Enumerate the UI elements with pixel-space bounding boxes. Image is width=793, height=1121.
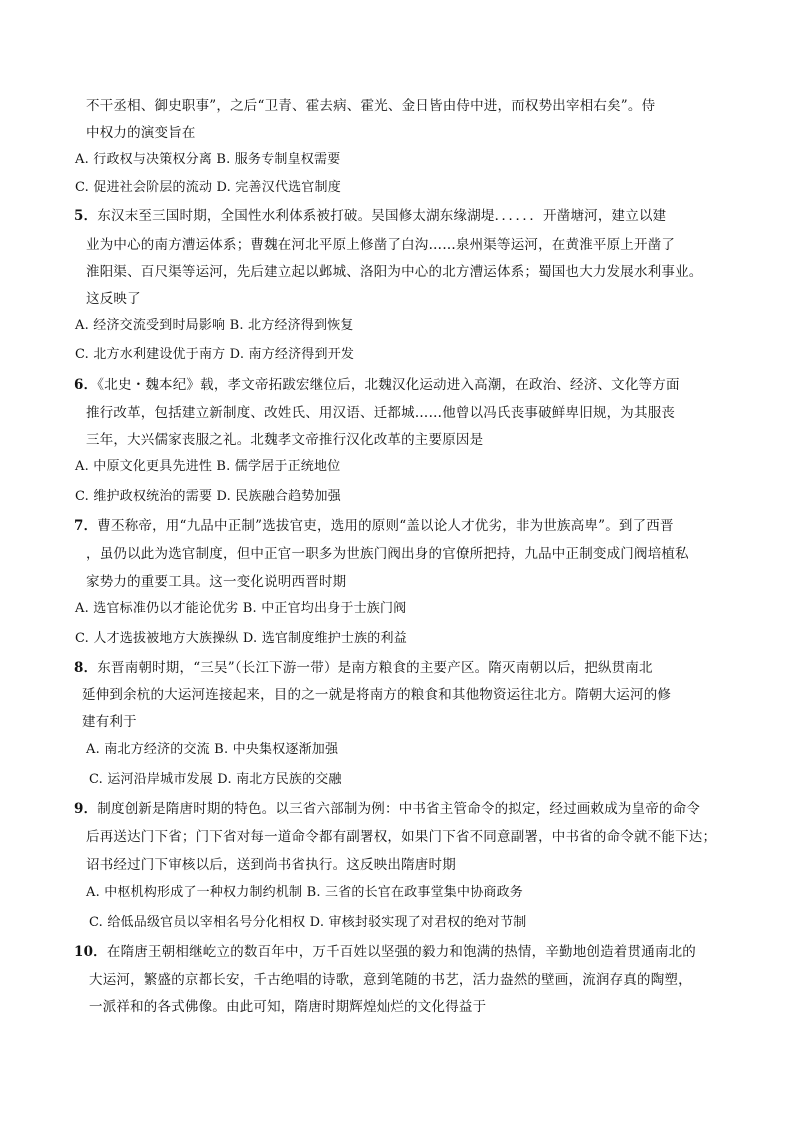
q6-stem-line-1: 6．《北史・魏本纪》载，孝文帝拓跋宏继位后，北魏汉化运动进入高潮，在政治、经济、文化等方面 <box>74 377 680 393</box>
q9-options-ab: A. 中枢机构形成了一种权力制约机制 B. 三省的长官在政事堂集中协商政务 <box>86 885 524 900</box>
q10-stem-line-2: 大运河，繁盛的京都长安，千古绝唱的诗歌，意到笔随的书艺，活力盎然的壁画，流润存真的陶塑， <box>89 972 692 988</box>
q6-stem-line-3: 三年，大兴儒家丧服之礼。北魏孝文帝推行汉化改革的主要原因是 <box>86 432 484 448</box>
question-number: 9． <box>74 801 98 817</box>
q7-options-cd: C. 人才选拔被地方大族操纵 D. 选官制度维护士族的利益 <box>75 631 407 646</box>
question-number: 6． <box>74 377 98 393</box>
question-number: 7． <box>74 518 98 534</box>
question-number: 8． <box>74 660 98 676</box>
q4-stem-line-1: 不干丞相、御史职事”，之后“卫青、霍去病、霍光、金日皆由侍中进，而权势出宰相右矣”。侍 <box>86 98 656 114</box>
q8-stem-line-3: 建有利于 <box>82 714 137 730</box>
q5-stem-line-3: 淮阳渠、百尺渠等运河，先后建立起以邺城、洛阳为中心的北方漕运体系；蜀国也大力发展水利事业。 <box>86 264 703 280</box>
q8-stem-line-1: 8．东晋南朝时期，“三吴”（长江下游一带）是南方粮食的主要产区。隋灭南朝以后，把纵贯南北 <box>74 660 653 676</box>
q5-stem-line-4: 这反映了 <box>86 291 141 307</box>
question-number: 10． <box>74 944 107 960</box>
q6-options-cd: C. 维护政权统治的需要 D. 民族融合趋势加强 <box>75 489 341 504</box>
q6-stem-line-2: 推行改革，包括建立新制度、改姓氏、用汉语、迁都城……他曾以冯氏丧事破鲜卑旧规，为其服丧 <box>86 405 676 421</box>
q4-options-ab: A. 行政权与决策权分离 B. 服务专制皇权需要 <box>75 152 341 167</box>
q10-stem-line-3: 一派祥和的各式佛像。由此可知，隋唐时期辉煌灿烂的文化得益于 <box>89 999 487 1015</box>
q4-options-cd: C. 促进社会阶层的流动 D. 完善汉代选官制度 <box>75 180 341 195</box>
q5-options-ab: A. 经济交流受到时局影响 B. 北方经济得到恢复 <box>75 318 354 333</box>
q5-stem-line-1: 5．东汉末至三国时期，全国性水利体系被打破。吴国修太湖东缘湖堤．．．．．．开凿塘河，建立以建 <box>74 208 667 224</box>
q7-stem-line-2: ，虽仍以此为选官制度，但中正官一职多为世族门阀出身的官僚所把持，九品中正制变成门阀培植私 <box>86 546 689 562</box>
q6-options-ab: A. 中原文化更具先进性 B. 儒学居于正统地位 <box>75 459 341 474</box>
q10-stem-line-1: 10．在隋唐王朝相继屹立的数百年中，万千百姓以坚强的毅力和饱满的热情，辛勤地创造着贯通南北的 <box>74 944 696 960</box>
q7-stem-line-3: 家势力的重要工具。这一变化说明西晋时期 <box>86 574 347 590</box>
q9-stem-line-3: 诏书经过门下审核以后，送到尚书省执行。这反映出隋唐时期 <box>86 857 456 873</box>
q9-stem-line-2: 后再送达门下省；门下省对每一道命令都有副署权，如果门下省不同意副署，中书省的命令就不能下达； <box>86 829 717 845</box>
q8-options-cd: C. 运河沿岸城市发展 D. 南北方民族的交融 <box>89 772 342 787</box>
q8-stem-line-2: 延伸到余杭的大运河连接起来，目的之一就是将南方的粮食和其他物资运往北方。隋朝大运河的修 <box>82 687 672 703</box>
q4-stem-line-2: 中权力的演变旨在 <box>86 125 196 141</box>
q7-stem-line-1: 7．曹丕称帝，用“九品中正制”选拔官吏，选用的原则“盖以论人才优劣，非为世族高卑”。到了西晋 <box>74 518 674 534</box>
q7-options-ab: A. 选官标准仍以才能论优劣 B. 中正官均出身于士族门阀 <box>75 601 407 616</box>
q8-options-ab: A. 南北方经济的交流 B. 中央集权逐渐加强 <box>86 742 339 757</box>
q9-stem-line-1: 9．制度创新是隋唐时期的特色。以三省六部制为例：中书省主管命令的拟定，经过画敕成为皇帝的命令 <box>74 801 701 817</box>
question-number: 5． <box>74 208 98 224</box>
q5-options-cd: C. 北方水利建设优于南方 D. 南方经济得到开发 <box>75 347 355 362</box>
q9-options-cd: C. 给低品级官员以宰相名号分化相权 D. 审核封驳实现了对君权的绝对节制 <box>89 915 527 930</box>
q5-stem-line-2: 业为中心的南方漕运体系；曹魏在河北平原上修凿了白沟……泉州渠等运河，在黄淮平原上开凿了 <box>86 237 676 253</box>
